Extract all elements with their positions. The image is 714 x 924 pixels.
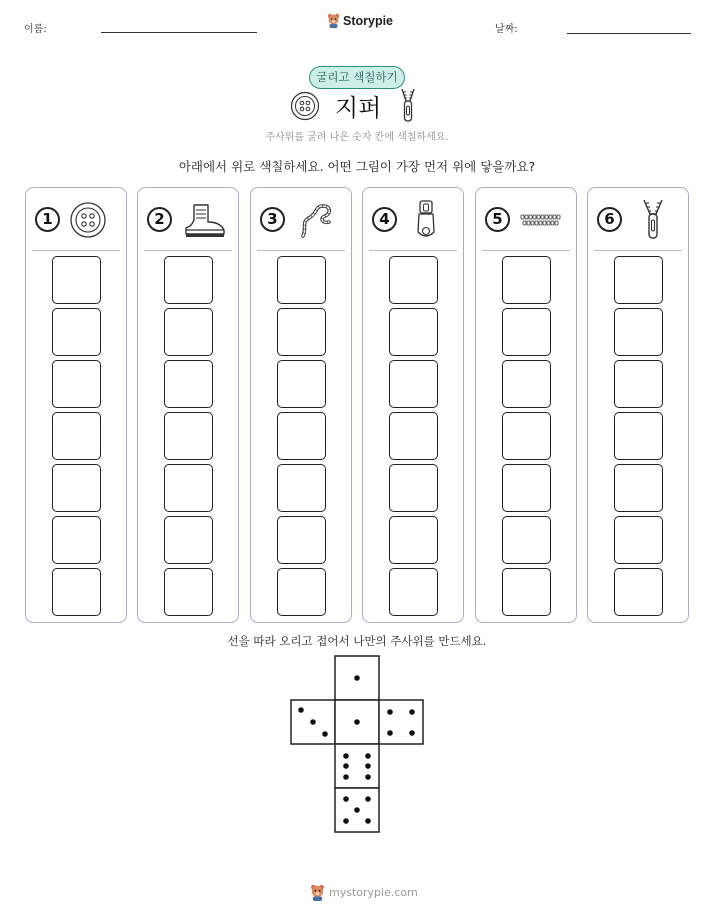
column-header <box>476 188 576 250</box>
color-cell[interactable] <box>389 360 438 408</box>
title-row <box>0 88 714 126</box>
rope-icon <box>293 200 343 240</box>
page-title: 지퍼 <box>335 94 382 122</box>
column-divider <box>369 250 457 251</box>
column-number: 4 <box>372 207 397 232</box>
zipper-icon <box>396 89 420 123</box>
zipper-pull-icon <box>405 200 455 240</box>
color-cell[interactable] <box>52 412 101 460</box>
color-cell[interactable] <box>614 308 663 356</box>
column-divider <box>32 250 120 251</box>
color-cell[interactable] <box>614 516 663 564</box>
color-cell[interactable] <box>614 464 663 512</box>
color-cell[interactable] <box>614 568 663 616</box>
color-cell[interactable] <box>614 412 663 460</box>
color-cell[interactable] <box>277 360 326 408</box>
color-cell[interactable] <box>164 464 213 512</box>
color-cell[interactable] <box>52 256 101 304</box>
color-cell[interactable] <box>164 516 213 564</box>
zipper-teeth-icon <box>518 200 568 240</box>
column-6 <box>587 187 689 623</box>
color-cell[interactable] <box>164 308 213 356</box>
column-divider <box>594 250 682 251</box>
color-cell[interactable] <box>389 516 438 564</box>
column-header <box>26 188 126 250</box>
color-cell[interactable] <box>52 568 101 616</box>
column-number: 3 <box>260 207 285 232</box>
die-face-bottom <box>335 788 379 832</box>
column-3 <box>250 187 352 623</box>
color-cell[interactable] <box>277 568 326 616</box>
brand-logo <box>327 13 393 28</box>
column-1 <box>25 187 127 623</box>
die-face-center <box>335 700 379 744</box>
column-number: 6 <box>597 207 622 232</box>
column-header <box>363 188 463 250</box>
column-5 <box>475 187 577 623</box>
color-cell[interactable] <box>502 360 551 408</box>
color-cell[interactable] <box>52 464 101 512</box>
date-label: 날짜: <box>495 24 518 35</box>
color-cell[interactable] <box>277 464 326 512</box>
column-4 <box>362 187 464 623</box>
brand-name: Storypie <box>343 13 394 28</box>
column-number: 5 <box>485 207 510 232</box>
die-face-left <box>291 700 335 744</box>
column-number: 2 <box>147 207 172 232</box>
color-cell[interactable] <box>52 360 101 408</box>
color-cell[interactable] <box>277 516 326 564</box>
page-subtitle: 주사위를 굴려 나온 숫자 칸에 색칠하세요. <box>265 132 449 143</box>
color-cell[interactable] <box>277 256 326 304</box>
cut-instruction: 선을 따라 오리고 접어서 나만의 주사위를 만드세요. <box>227 634 487 648</box>
color-cell[interactable] <box>277 308 326 356</box>
zipper-icon <box>630 200 680 240</box>
boot-icon <box>180 200 230 240</box>
color-cell[interactable] <box>502 516 551 564</box>
column-divider <box>257 250 345 251</box>
color-cell[interactable] <box>389 464 438 512</box>
footer <box>310 884 418 901</box>
color-cell[interactable] <box>389 256 438 304</box>
button-icon <box>290 91 320 121</box>
column-divider <box>482 250 570 251</box>
color-cell[interactable] <box>389 412 438 460</box>
bear-icon <box>327 13 340 28</box>
bear-icon <box>310 884 325 901</box>
color-cell[interactable] <box>502 412 551 460</box>
color-cell[interactable] <box>502 464 551 512</box>
die-face-right <box>379 700 423 744</box>
color-cell[interactable] <box>52 308 101 356</box>
column-header <box>138 188 238 250</box>
color-cell[interactable] <box>502 308 551 356</box>
color-cell[interactable] <box>164 360 213 408</box>
date-line <box>567 33 691 34</box>
column-number: 1 <box>35 207 60 232</box>
die-face-top <box>335 656 379 700</box>
color-cell[interactable] <box>389 308 438 356</box>
name-line <box>101 32 257 33</box>
column-header <box>251 188 351 250</box>
footer-url: mystorypie.com <box>329 886 418 899</box>
column-header <box>588 188 688 250</box>
button-icon <box>68 200 118 240</box>
die-face-lower <box>335 744 379 788</box>
activity-badge: 굴리고 색칠하기 <box>309 66 405 89</box>
color-cell[interactable] <box>502 256 551 304</box>
color-cell[interactable] <box>277 412 326 460</box>
column-2 <box>137 187 239 623</box>
name-label: 이름: <box>24 24 47 35</box>
color-cell[interactable] <box>164 256 213 304</box>
color-cell[interactable] <box>614 256 663 304</box>
color-cell[interactable] <box>614 360 663 408</box>
color-cell[interactable] <box>164 412 213 460</box>
color-cell[interactable] <box>164 568 213 616</box>
color-cell[interactable] <box>389 568 438 616</box>
instruction-text: 아래에서 위로 색칠하세요. 어떤 그림이 가장 먼저 위에 닿을까요? <box>178 159 536 174</box>
color-cell[interactable] <box>52 516 101 564</box>
color-cell[interactable] <box>502 568 551 616</box>
column-divider <box>144 250 232 251</box>
